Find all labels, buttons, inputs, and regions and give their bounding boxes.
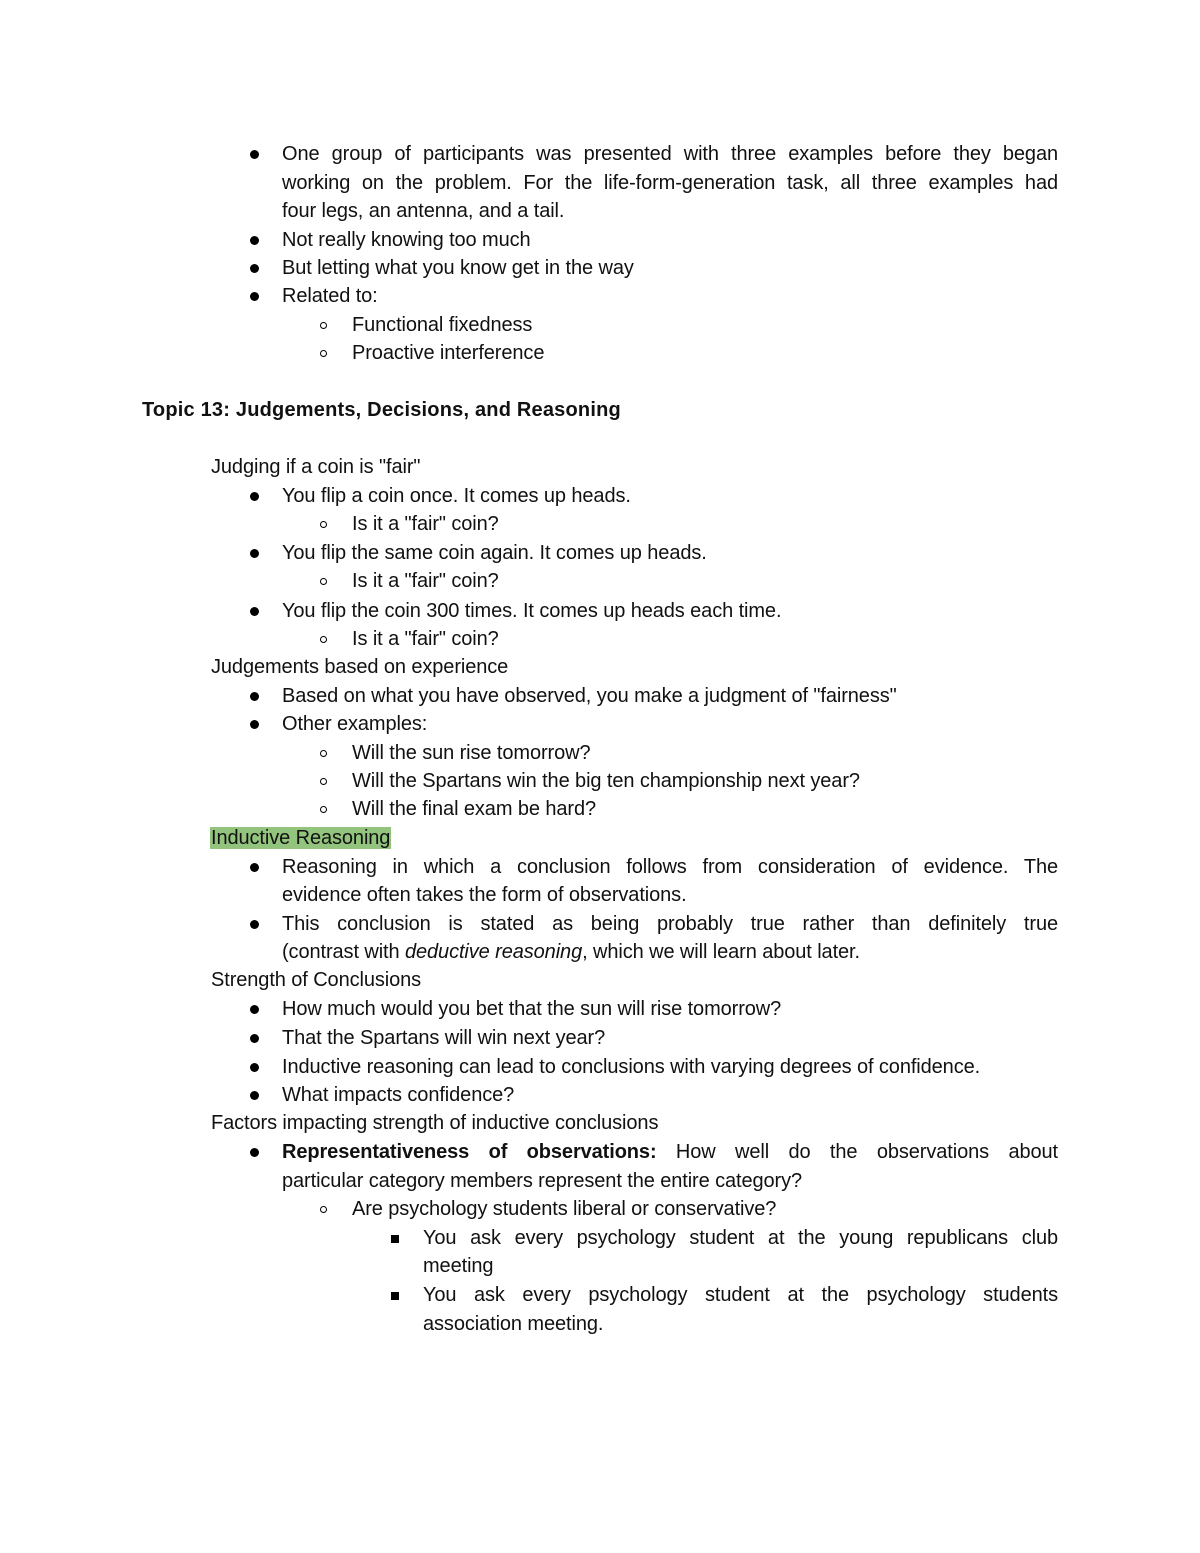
list-item-text: You flip the same coin again. It comes up heads. (282, 542, 707, 564)
list-item-text (282, 938, 860, 966)
list-item-text: That the Spartans will win next year? (282, 1027, 606, 1049)
list-item-text: Proactive interference (352, 342, 545, 364)
list-item-text: Will the sun rise tomorrow? (352, 742, 591, 764)
hollow-bullet-icon (320, 578, 327, 585)
square-bullet-icon (391, 1235, 399, 1243)
list-item-text: Will the final exam be hard? (352, 798, 596, 820)
hollow-bullet-icon (320, 778, 327, 785)
bullet-icon (250, 920, 259, 929)
list-item-text: Based on what you have observed, you make a judgment of "fairness" (282, 685, 897, 707)
bullet-icon (250, 1091, 259, 1100)
list-item-text: Other examples: (282, 713, 428, 735)
hollow-bullet-icon (320, 521, 327, 528)
list-item-text: Will the Spartans win the big ten championship next year? (352, 770, 860, 792)
list-item-text: Not really knowing too much (282, 229, 531, 251)
hollow-bullet-icon (320, 322, 327, 329)
bullet-icon (250, 1063, 259, 1072)
topic-heading: Topic 13: Judgements, Decisions, and Reasoning (142, 399, 621, 421)
bullet-icon (250, 1148, 259, 1157)
list-item-text: Is it a "fair" coin? (352, 628, 499, 650)
list-item-text (282, 1138, 1058, 1166)
hollow-bullet-icon (320, 1206, 327, 1213)
bullet-icon (250, 1034, 259, 1043)
bullet-icon (250, 236, 259, 245)
list-item-text: What impacts confidence? (282, 1084, 515, 1106)
bullet-icon (250, 720, 259, 729)
section-title: Judging if a coin is "fair" (211, 456, 421, 478)
bold-term: Representativeness of observations: (282, 1141, 657, 1163)
italic-term: deductive reasoning (404, 941, 583, 963)
list-item-text: How much would you bet that the sun will rise tomorrow? (282, 998, 782, 1020)
hollow-bullet-icon (320, 350, 327, 357)
hollow-bullet-icon (320, 806, 327, 813)
square-bullet-icon (391, 1292, 399, 1300)
list-item-text: Inductive reasoning can lead to conclusions with varying degrees of confidence. (282, 1056, 981, 1078)
text-run: How well do the observations about (656, 1141, 1058, 1163)
list-item-text: Reasoning in which a conclusion follows from consideration of evidence. The (282, 856, 1058, 878)
list-item-text: association meeting. (423, 1313, 604, 1335)
list-item-text: Functional fixedness (352, 314, 533, 336)
bullet-icon (250, 607, 259, 616)
list-item-text: This conclusion is stated as being probably true rather than definitely true (282, 913, 1058, 935)
list-item-text: evidence often takes the form of observations. (282, 884, 687, 906)
list-item-text: But letting what you know get in the way (282, 257, 634, 279)
list-item-text: You ask every psychology student at the young republicans club (423, 1227, 1058, 1249)
bullet-icon (250, 150, 259, 159)
list-item-text: Related to: (282, 285, 378, 307)
hollow-bullet-icon (320, 636, 327, 643)
list-item-text: four legs, an antenna, and a tail. (282, 200, 565, 222)
text-run: , which we will learn about later. (582, 941, 860, 963)
bullet-icon (250, 692, 259, 701)
list-item-text: You flip the coin 300 times. It comes up heads each time. (282, 600, 782, 622)
bullet-icon (250, 492, 259, 501)
bullet-icon (250, 1005, 259, 1014)
list-item-text: working on the problem. For the life-form-generation task, all three examples had (282, 172, 1058, 194)
list-item-text: Is it a "fair" coin? (352, 570, 499, 592)
list-item-text: particular category members represent the entire category? (282, 1170, 803, 1192)
section-title: Factors impacting strength of inductive conclusions (211, 1112, 659, 1134)
list-item-text: Is it a "fair" coin? (352, 513, 499, 535)
list-item-text: You flip a coin once. It comes up heads. (282, 485, 631, 507)
bullet-icon (250, 264, 259, 273)
section-title: Judgements based on experience (211, 656, 509, 678)
bullet-icon (250, 292, 259, 301)
list-item-text: One group of participants was presented with three examples before they began (282, 143, 1058, 165)
hollow-bullet-icon (320, 750, 327, 757)
list-item-text: meeting (423, 1255, 494, 1277)
bullet-icon (250, 863, 259, 872)
list-item-text: Are psychology students liberal or conservative? (352, 1198, 777, 1220)
section-title: Strength of Conclusions (211, 969, 422, 991)
list-item-text: You ask every psychology student at the psychology students (423, 1284, 1058, 1306)
text-run: (contrast with (282, 941, 405, 963)
section-title-highlighted (210, 824, 391, 852)
bullet-icon (250, 549, 259, 558)
highlighted-text: Inductive Reasoning (211, 827, 391, 849)
